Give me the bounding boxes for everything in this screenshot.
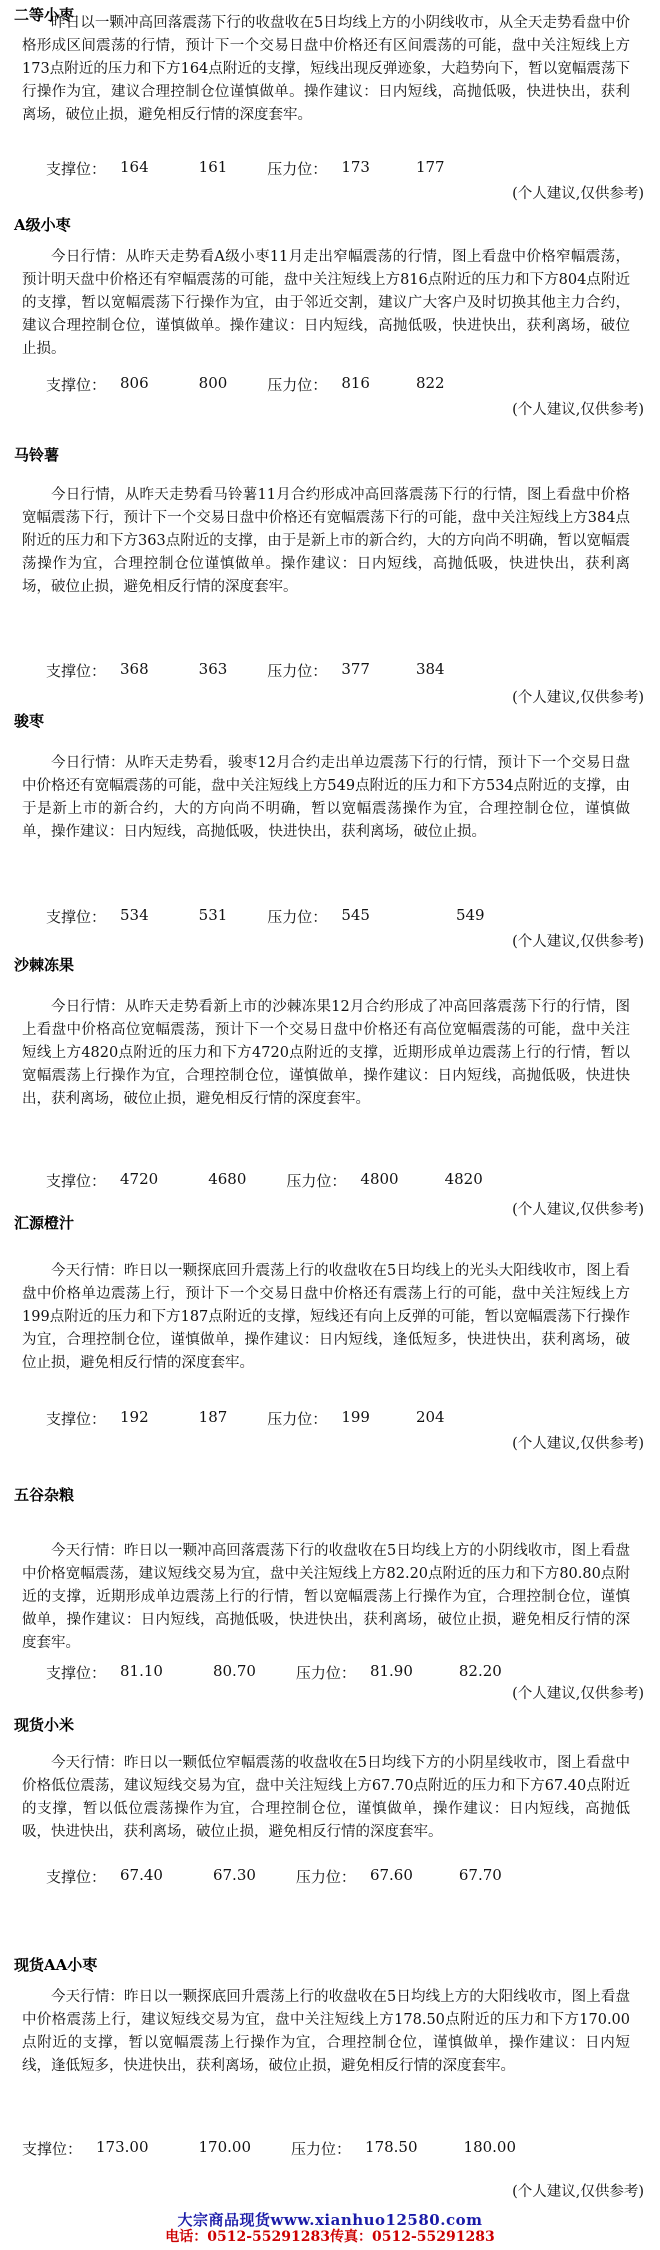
support-value-2: 170.00 <box>198 2138 252 2156</box>
footer <box>0 2212 660 2246</box>
disclaimer-note: (个人建议,仅供参考) <box>512 1436 644 1452</box>
footer-website: 大宗商品现货www.xianhuo12580.com <box>177 2211 483 2229</box>
support-value-1: 192 <box>120 1408 149 1426</box>
support-value-2: 80.70 <box>212 1662 256 1680</box>
resistance-label: 压力位： <box>267 376 328 394</box>
resistance-value-2: 549 <box>455 906 485 924</box>
section-title: 骏枣 <box>14 712 45 730</box>
support-value-1: 4720 <box>120 1170 159 1188</box>
resistance-value-1: 178.50 <box>365 2138 418 2156</box>
resistance-value-2: 67.70 <box>458 1866 502 1884</box>
support-value-1: 368 <box>120 660 149 678</box>
support-value-2: 531 <box>198 906 228 924</box>
support-value-2: 363 <box>198 660 228 678</box>
price-levels <box>46 906 485 927</box>
resistance-value-2: 177 <box>415 158 445 176</box>
section-title: 马铃薯 <box>14 446 60 464</box>
price-levels <box>46 660 445 681</box>
resistance-label: 压力位： <box>267 160 328 178</box>
section-paragraph: 今天行情：昨日以一颗探底回升震荡上行的收盘收在5日均线上方的大阳线收市，图上看盘中价格震荡上行，建议短线交易为宜，盘中关注短线上方178.50点附近的压力和下方170.00点附近的支撑，暂以宽幅震荡上行操作为宜，合理控制仓位，谨慎做单，操作建议：日内短线，逢低短多，快进快出，获利离场，破位止损，避免相反行情的深度套牢。 <box>22 1989 630 2074</box>
price-levels <box>46 374 445 395</box>
resistance-label: 压力位： <box>295 1868 356 1886</box>
section-title: 现货AA小枣 <box>14 1956 98 1974</box>
support-value-2: 187 <box>198 1408 228 1426</box>
section-paragraph: 今天行情：昨日以一颗探底回升震荡上行的收盘收在5日均线上的光头大阳线收市，图上看盘中价格单边震荡上行，预计下一个交易日盘中价格还有震荡上行的可能，盘中关注短线上方199点附近的压力和下方187点附近的支撑，短线还有向上反弹的可能，暂以宽幅震荡下行操作为宜，合理控制仓位，谨慎做单，操作建议：日内短线，逢低短多，快进快出，获利离场，破位止损，避免相反行情的深度套牢。 <box>22 1263 630 1371</box>
support-label: 支撑位： <box>46 1664 107 1682</box>
section-paragraph: 今日行情，从昨天走势看马铃薯11月合约形成冲高回落震荡下行的行情，图上看盘中价格宽幅震荡下行，预计下一个交易日盘中价格还有宽幅震荡下行的可能，盘中关注短线上方384点附近的压力和下方363点附近的支撑，由于是新上市的新合约，大的方向尚不明确，暂以宽幅震荡操作为宜，合理控制仓位谨慎做单。操作建议：日内短线，高抛低吸，快进快出，获利离场，破位止损，避免相反行情的深度套牢。 <box>22 487 630 595</box>
price-levels <box>46 1408 445 1429</box>
resistance-value-1: 545 <box>341 906 370 924</box>
resistance-value-1: 173 <box>341 158 370 176</box>
price-levels <box>46 158 445 179</box>
resistance-label: 压力位： <box>267 908 328 926</box>
price-levels <box>46 1170 483 1191</box>
support-value-2: 161 <box>198 158 228 176</box>
disclaimer-note: (个人建议,仅供参考) <box>512 402 644 418</box>
support-label: 支撑位： <box>46 376 107 394</box>
section-title: 现货小米 <box>14 1716 75 1734</box>
section-paragraph: 今天行情：昨日以一颗冲高回落震荡下行的收盘收在5日均线上方的小阴线收市，图上看盘中价格宽幅震荡，建议短线交易为宜，盘中关注短线上方82.20点附近的压力和下方80.80点附近的支撑，近期形成单边震荡上行的行情，暂以宽幅震荡上行操作为宜，合理控制仓位，谨慎做单，操作建议：日内短线，高抛低吸，快进快出，获利离场，破位止损，避免相反行情的深度套牢。 <box>22 1543 630 1651</box>
resistance-label: 压力位： <box>291 2140 352 2158</box>
section-title: 二等小枣 <box>14 6 75 24</box>
section-title: 沙棘冻果 <box>14 956 75 974</box>
resistance-label: 压力位： <box>267 662 328 680</box>
support-value-2: 800 <box>198 374 228 392</box>
section-paragraph: 今日行情：从昨天走势看A级小枣11月走出窄幅震荡的行情，图上看盘中价格窄幅震荡，预计明天盘中价格还有窄幅震荡的可能，盘中关注短线上方816点附近的压力和下方804点附近的支撑，暂以宽幅震荡下行操作为宜，由于邻近交割，建议广大客户及时切换其他主力合约，建议合理控制仓位，谨慎做单。操作建议：日内短线，高抛低吸，快进快出，获利离场，破位止损。 <box>22 249 630 357</box>
section-paragraph: 昨日以一颗冲高回落震荡下行的收盘收在5日均线上方的小阴线收市，从全天走势看盘中价格形成区间震荡的行情，预计下一个交易日盘中价格还有区间震荡的可能，盘中关注短线上方173点附近的压力和下方164点附近的支撑，短线出现反弹迹象，大趋势向下，暂以宽幅震荡下行操作为宜，建议合理控制仓位谨慎做单。操作建议：日内短线，高抛低吸，快进快出，获利离场，破位止损，避免相反行情的深度套牢。 <box>22 15 630 123</box>
section-paragraph: 今日行情：从昨天走势看，骏枣12月合约走出单边震荡下行的行情，预计下一个交易日盘中价格还有宽幅震荡的可能，盘中关注短线上方549点附近的压力和下方534点附近的支撑，由于是新上市的新合约，大的方向尚不明确，暂以宽幅震荡操作为宜，合理控制仓位，谨慎做单，操作建议：日内短线，高抛低吸，快进快出，获利离场，破位止损。 <box>22 755 630 840</box>
support-label: 支撑位： <box>46 1868 107 1886</box>
footer-contact: 电话：0512-55291283传真：0512-55291283 <box>165 2229 495 2245</box>
disclaimer-note: (个人建议,仅供参考) <box>512 1202 644 1218</box>
support-label: 支撑位： <box>46 662 107 680</box>
section-paragraph: 今日行情：从昨天走势看新上市的沙棘冻果12月合约形成了冲高回落震荡下行的行情，图上看盘中价格高位宽幅震荡，预计下一个交易日盘中价格还有高位宽幅震荡的可能，盘中关注短线上方4820点附近的压力和下方4720点附近的支撑，近期形成单边震荡上行的行情，暂以宽幅震荡上行操作为宜，合理控制仓位，谨慎做单，操作建议：日内短线，高抛低吸，快进快出，获利离场，破位止损，避免相反行情的深度套牢。 <box>22 999 630 1107</box>
resistance-value-2: 204 <box>415 1408 445 1426</box>
section-title: 五谷杂粮 <box>14 1486 75 1504</box>
disclaimer-note: (个人建议,仅供参考) <box>512 934 644 950</box>
resistance-value-2: 4820 <box>444 1170 483 1188</box>
disclaimer-note: (个人建议,仅供参考) <box>512 2184 644 2200</box>
support-label: 支撑位： <box>46 1172 107 1190</box>
resistance-value-1: 67.60 <box>369 1866 413 1884</box>
section-title: A级小枣 <box>14 216 71 234</box>
resistance-value-2: 82.20 <box>458 1662 502 1680</box>
section-paragraph: 今天行情：昨日以一颗低位窄幅震荡的收盘收在5日均线下方的小阴星线收市，图上看盘中价格低位震荡，建议短线交易为宜，盘中关注短线上方67.70点附近的压力和下方67.40点附近的支撑，暂以低位震荡操作为宜，合理控制仓位，谨慎做单，操作建议：日内短线，高抛低吸，快进快出，获利离场，破位止损，避免相反行情的深度套牢。 <box>22 1755 630 1840</box>
support-value-2: 4680 <box>208 1170 247 1188</box>
support-label: 支撑位： <box>22 2140 83 2158</box>
support-label: 支撑位： <box>46 1410 107 1428</box>
resistance-value-1: 81.90 <box>369 1662 413 1680</box>
support-value-1: 806 <box>120 374 149 392</box>
support-value-1: 534 <box>120 906 149 924</box>
resistance-label: 压力位： <box>295 1664 356 1682</box>
support-value-1: 67.40 <box>120 1866 163 1884</box>
support-value-1: 81.10 <box>120 1662 163 1680</box>
support-label: 支撑位： <box>46 160 107 178</box>
resistance-value-1: 4800 <box>360 1170 399 1188</box>
support-value-2: 67.30 <box>212 1866 256 1884</box>
support-value-1: 173.00 <box>96 2138 149 2156</box>
disclaimer-note: (个人建议,仅供参考) <box>512 690 644 706</box>
price-levels <box>22 2138 516 2159</box>
resistance-value-1: 816 <box>341 374 370 392</box>
section-title: 汇源橙汁 <box>14 1214 75 1232</box>
support-label: 支撑位： <box>46 908 107 926</box>
price-levels <box>46 1662 502 1683</box>
resistance-label: 压力位： <box>286 1172 347 1190</box>
resistance-value-2: 384 <box>415 660 445 678</box>
support-value-1: 164 <box>120 158 149 176</box>
disclaimer-note: (个人建议,仅供参考) <box>512 186 644 202</box>
resistance-value-1: 377 <box>341 660 370 678</box>
price-levels <box>46 1866 502 1887</box>
resistance-value-2: 822 <box>415 374 445 392</box>
resistance-value-2: 180.00 <box>463 2138 517 2156</box>
resistance-label: 压力位： <box>267 1410 328 1428</box>
disclaimer-note: (个人建议,仅供参考) <box>512 1686 644 1702</box>
resistance-value-1: 199 <box>341 1408 370 1426</box>
